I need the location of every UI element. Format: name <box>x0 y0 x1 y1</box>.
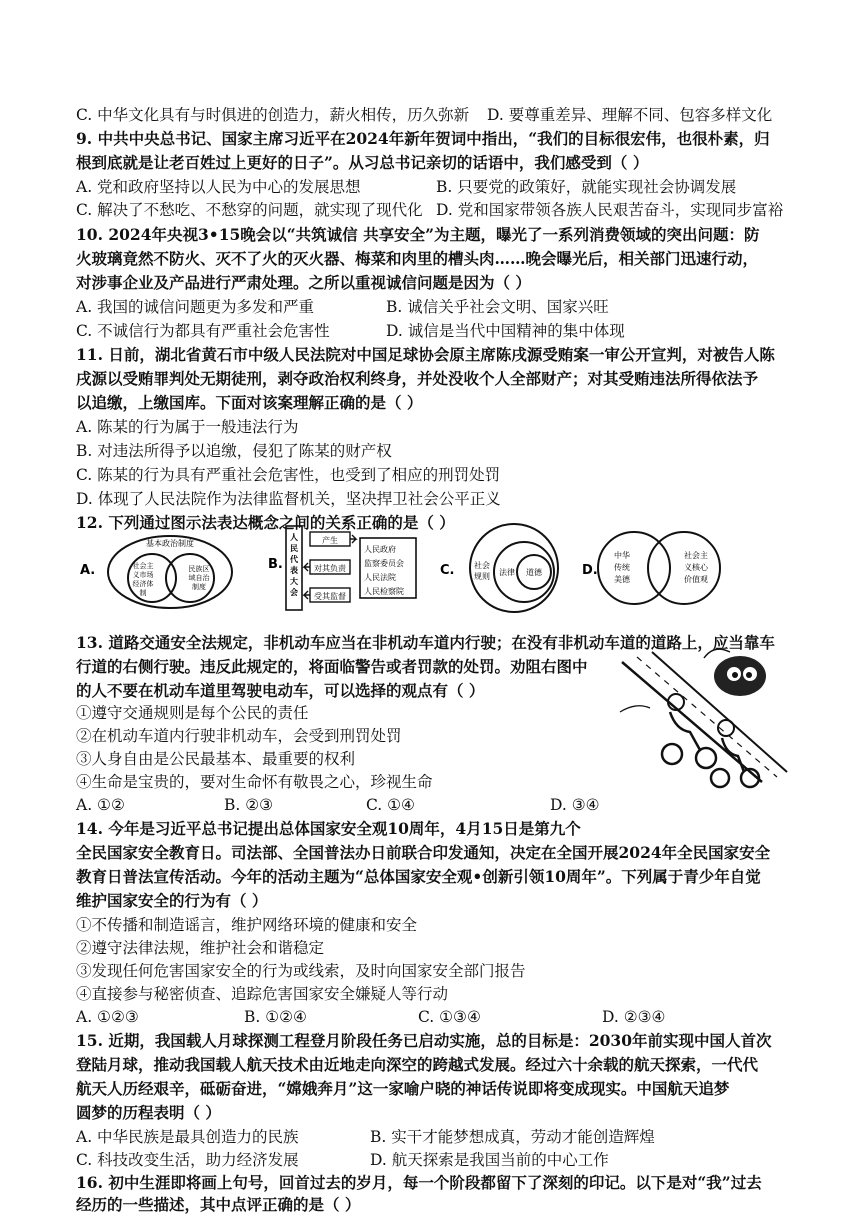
q16-stem-1: 16. 初中生涯即将画上句号，回首过去的岁月，每一个阶段都留下了深刻的印记。以下是对“我”过去 <box>76 1173 762 1192</box>
q10-option-b: B. 诚信关乎社会文明、国家兴旺 <box>386 298 609 316</box>
q10-stem-1: 10. 2024年央视3•15晚会以“共筑诚信 共享安全”为主题，曝光了一系列消费领域的突出问题：防 <box>76 225 760 244</box>
b-arrow-3-text: 受其监督 <box>314 592 346 601</box>
q15-option-b: B. 实干才能梦想成真，劳动才能创造辉煌 <box>370 1128 655 1146</box>
arrow-right-icon <box>350 535 356 543</box>
q14-stem-2: 全民国家安全教育日。司法部、全国普法办日前联合印发通知，决定在全国开展2024年全民国家安全 <box>76 843 771 862</box>
q11-option-d: D. 体现了人民法院作为法律监督机关，坚决捍卫社会公平正义 <box>76 490 501 508</box>
rider-body <box>722 738 744 772</box>
c-middle-text: 法律 <box>499 568 515 577</box>
a-left-text-4: 制 <box>139 589 147 597</box>
q12-diagram-d <box>582 522 732 614</box>
q13-cartoon-image <box>612 632 792 792</box>
q12-diagram-c <box>440 522 570 614</box>
q14-stem-3: 教育日普法宣传活动。今年的活动主题为“总体国家安全观•创新引领10周年”。下列属于青少年自觉 <box>76 867 761 886</box>
q9-option-c: C. 解决了不愁吃、不愁穿的问题，就实现了现代化 <box>76 201 423 219</box>
speech-mark <box>704 649 730 658</box>
q14-statement-1: ①不传播和制造谣言，维护网络环境的健康和安全 <box>76 916 418 934</box>
q15-stem-3: 航天人历经艰辛，砥砺奋进，“嫦娥奔月”这一家喻户晓的神话传说即将变成现实。中国航天追梦 <box>76 1079 730 1098</box>
a-right-text-1: 民族区 <box>188 565 210 573</box>
b-left-full: 人民代表大会 <box>298 598 304 599</box>
d-left-text-2: 传统 <box>614 563 630 572</box>
b-arrow-2-text: 对其负责 <box>314 564 346 573</box>
q14-stem-4: 维护国家安全的行为有（ ） <box>76 891 268 910</box>
q14-option-b: B. ①②④ <box>244 1008 307 1026</box>
arrow-left-icon <box>304 591 310 599</box>
q14-statement-2: ②遵守法律法规，维护社会和谐稳定 <box>76 939 325 957</box>
q10-option-c: C. 不诚信行为都具有严重社会危害性 <box>76 322 330 340</box>
q13-option-d: D. ③④ <box>550 796 600 814</box>
b-arrow-1-text: 产生 <box>322 536 338 545</box>
b-right-4: 人民检察院 <box>364 587 404 596</box>
a-left-text-2: 义市场 <box>132 571 154 579</box>
q14-stem-1: 14. 今年是习近平总书记提出总体国家安全观10周年，4月15日是第九个 <box>76 819 581 838</box>
q12-diagram-b <box>268 522 418 614</box>
diagram-d-label: D. <box>582 563 598 578</box>
q9-stem-2: 根到底就是让老百姓过上更好的日子”。从习总书记亲切的话语中，我们感受到（ ） <box>76 153 649 172</box>
q9-option-a: A. 党和政府坚持以人民为中心的发展思想 <box>76 178 361 196</box>
q8-option-d: D. 要尊重差异、理解不同、包容多样文化 <box>487 106 773 124</box>
q11-option-a: A. 陈某的行为属于一般违法行为 <box>76 418 299 436</box>
scribble-label <box>620 706 650 712</box>
diagram-b-label: B. <box>268 557 283 572</box>
b-right-3: 人民法院 <box>364 573 396 582</box>
q13-statement-4: ④生命是宝贵的，要对生命怀有敬畏之心，珍视生命 <box>76 773 433 791</box>
a-right-text-2: 域自治 <box>188 574 210 582</box>
d-left-text-1: 中华 <box>614 551 630 560</box>
a-left-text-1: 社会主 <box>132 562 154 570</box>
q10-stem-3: 对涉事企业及产品进行严肃处理。之所以重视诚信问题是因为（ ） <box>76 273 531 292</box>
b-right-2: 监察委员会 <box>364 559 404 568</box>
q11-stem-2: 戌源以受贿罪判处无期徒刑，剥夺政治权利终身，并处没收个人全部财产；对其受贿违法所得依法予 <box>76 369 759 388</box>
q15-option-c: C. 科技改变生活，助力经济发展 <box>76 1151 299 1169</box>
q12-stem: 12. 下列通过图示法表达概念之间的关系正确的是（ ） <box>76 513 455 532</box>
q9-option-b: B. 只要党的政策好，就能实现社会协调发展 <box>436 178 737 196</box>
q13-stem-2: 行道的右侧行驶。违反此规定的，将面临警告或者罚款的处罚。劝阻右图中 <box>76 657 588 676</box>
q11-stem-1: 11. 日前，湖北省黄石市中级人民法院对中国足球协会原主席陈戌源受贿案一审公开宣判，对被告人陈 <box>76 345 775 364</box>
q14-option-a: A. ①②③ <box>76 1008 139 1026</box>
q14-option-d: D. ②③④ <box>602 1008 666 1026</box>
d-left-text-3: 美德 <box>614 575 630 584</box>
d-right-text-3: 价值观 <box>684 575 708 584</box>
q11-stem-3: 以追缴，上缴国库。下面对该案理解正确的是（ ） <box>76 393 423 412</box>
a-top-label: 基本政治制度 <box>146 539 194 548</box>
q16-stem-2: 经历的一些描述，其中点评正确的是（ ） <box>76 1195 361 1214</box>
car-eye <box>746 672 752 678</box>
q15-option-d: D. 航天探索是我国当前的中心工作 <box>370 1151 609 1169</box>
c-outer-text-2: 规则 <box>474 572 490 581</box>
q13-option-a: A. ①② <box>76 796 125 814</box>
diagram-c-label: C. <box>440 563 455 578</box>
q9-option-d: D. 党和国家带领各族人民艰苦奋斗，实现同步富裕 <box>436 201 784 219</box>
q9-stem-1: 9. 中共中央总书记、国家主席习近平在2024年新年贺词中指出，“我们的目标很宏伟，也很朴素，归 <box>76 129 770 148</box>
q10-option-a: A. 我国的诚信问题更为多发和严重 <box>76 298 315 316</box>
q14-statement-4: ④直接参与秘密侦查、追踪危害国家安全嫌疑人等行动 <box>76 985 449 1003</box>
scooter-wheel <box>662 744 682 764</box>
q15-option-a: A. 中华民族是最具创造力的民族 <box>76 1128 299 1146</box>
q13-statement-2: ②在机动车道内行驶非机动车，会受到刑罚处罚 <box>76 727 402 745</box>
q12-diagram-a <box>80 522 240 614</box>
q10-stem-2: 火玻璃竟然不防火、灭不了火的灭火器、梅菜和肉里的槽头肉……晚会曝光后，相关部门迅速行动， <box>76 249 759 268</box>
c-inner-text: 道德 <box>526 568 542 577</box>
a-right-text-3: 制度 <box>192 583 206 591</box>
q14-statement-3: ③发现任何危害国家安全的行为或线索，及时向国家安全部门报告 <box>76 962 526 980</box>
q13-statement-1: ①遵守交通规则是每个公民的责任 <box>76 704 309 722</box>
b-right-1: 人民政府 <box>364 545 396 554</box>
diagram-a-label: A. <box>80 563 96 578</box>
q13-stem-1: 13. 道路交通安全法规定，非机动车应当在非机动车道内行驶；在没有非机动车道的道路上，应当靠车 <box>76 633 775 652</box>
q14-option-c: C. ①③④ <box>418 1008 481 1026</box>
q15-stem-4: 圆梦的历程表明（ ） <box>76 1103 221 1122</box>
b-left-vertical: 人民代表大会 <box>290 533 298 597</box>
a-left-text-3: 经济体 <box>132 580 154 588</box>
d-right-text-2: 义核心 <box>684 563 708 572</box>
scooter-wheel <box>711 769 729 787</box>
q13-stem-3: 的人不要在机动车道里驾驶电动车，可以选择的观点有（ ） <box>76 681 485 700</box>
q13-option-c: C. ①④ <box>366 796 415 814</box>
q10-option-d: D. 诚信是当代中国精神的集中体现 <box>386 322 625 340</box>
q15-stem-1: 15. 近期，我国载人月球探测工程登月阶段任务已启动实施，总的目标是：2030年前实现中国人首次 <box>76 1031 772 1050</box>
q8-option-c: C. 中华文化具有与时俱进的创造力，薪火相传，历久弥新 <box>76 106 470 124</box>
d-right-text-1: 社会主 <box>684 551 708 560</box>
car-eye <box>732 672 738 678</box>
q13-statement-3: ③人身自由是公民最基本、最重要的权利 <box>76 750 356 768</box>
arrow-left-icon <box>304 563 310 571</box>
scooter-wheel <box>696 748 716 768</box>
q11-option-b: B. 对违法所得予以追缴，侵犯了陈某的财产权 <box>76 442 392 460</box>
q13-option-b: B. ②③ <box>224 796 274 814</box>
q15-stem-2: 登陆月球，推动我国载人航天技术由近地走向深空的跨越式发展。经过六十余载的航天探索，一代代 <box>76 1055 759 1074</box>
c-outer-text-1: 社会 <box>474 561 490 570</box>
q11-option-c: C. 陈某的行为具有严重社会危害性，也受到了相应的刑罚处罚 <box>76 466 501 484</box>
